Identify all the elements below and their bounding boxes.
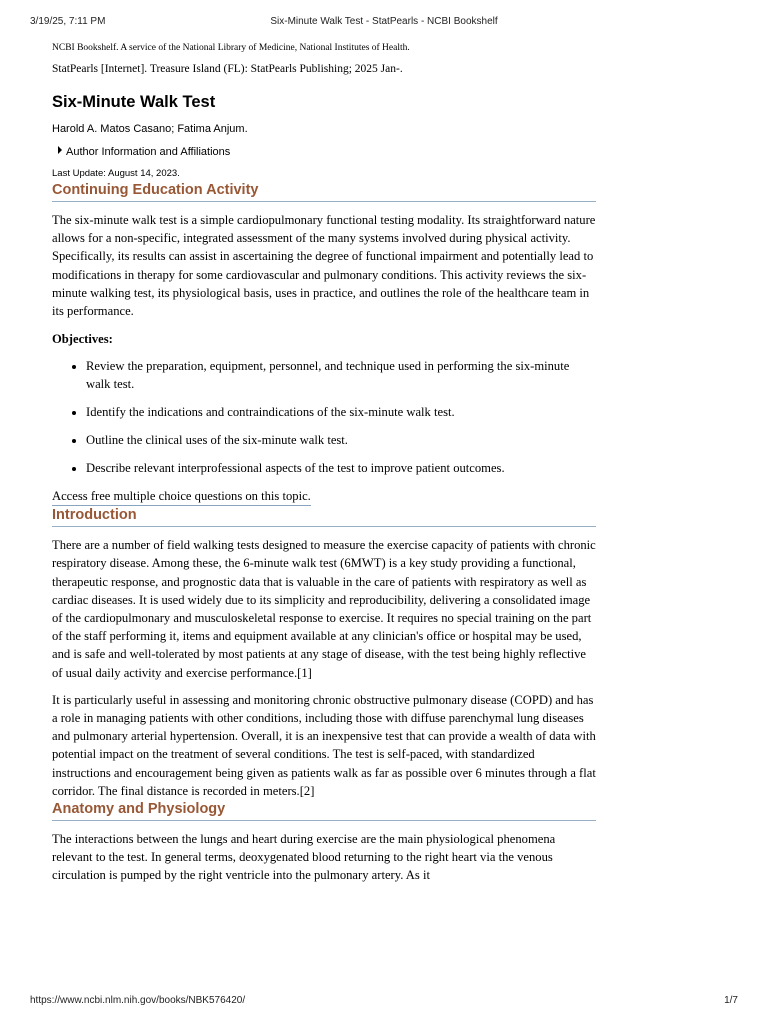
article-title: Six-Minute Walk Test (52, 93, 216, 111)
print-header (30, 16, 738, 30)
anatomy-paragraph: The interactions between the lungs and heart during exercise are the main physiological phenomena relevant to the test. In general terms, deoxygenated blood returning to the right heart via the venous circulation is pumped by the right ventricle into the pulmonary artery. As it (52, 832, 556, 883)
bookshelf-note: NCBI Bookshelf. A service of the National Library of Medicine, National Institutes of Health. (52, 43, 410, 53)
ce-paragraph: The six-minute walk test is a simple cardiopulmonary functional testing modality. Its straightforward nature allows for a non-specific, integrated assessment of the many systems involved during physical activity. Specifically, its results can assist in ascertaining the degree of functional impairment and potentially lead to modifications in therapy for some cardiovascular and pulmonary conditions. This activity reviews the six-minute walking test, its physiological basis, uses in practice, and outlines the role of the healthcare team in its performance. (52, 213, 596, 319)
print-footer (30, 995, 738, 1009)
heading-introduction: Introduction (52, 506, 596, 527)
heading-anatomy-physiology: Anatomy and Physiology (52, 800, 596, 821)
objective-item: • Review the preparation, equipment, personnel, and technique used in performing the six-minute walk test. (86, 357, 596, 393)
last-update: Last Update: August 14, 2023. (52, 168, 180, 179)
print-url: https://www.ncbi.nlm.nih.gov/books/NBK576420/ (30, 995, 246, 1006)
intro-paragraph-2: It is particularly useful in assessing and monitoring chronic obstructive pulmonary disease (COPD) and has a role in managing patients with other conditions, including those with diffuse parenchymal lung diseases and pulmonary arterial hypertension. Overall, it is an inexpensive test that can provide a wealth of data with potential impact on the treatment of several conditions. The test is self-paced, with standardized instructions and encouragement being given as patients walk as far as possible over 6 minutes through a flat corridor. The final distance is recorded in meters.[2] (52, 692, 596, 798)
intro-paragraph-1: There are a number of field walking tests designed to measure the exercise capacity of patients with chronic respiratory disease. Among these, the 6-minute walk test (6MWT) is a key study providing a functional, therapeutic response, and prognostic data that is valuable in the care of patients with respiratory as well as cardiac diseases. It is used widely due to its simplicity and reproducibility, delivering a consolidated image of the cardiopulmonary and musculoskeletal response to exercise. It requires no special training on the part of the staff performing it, items and equipment available at any clinician's office or hospital may be used, and is safe and well-tolerated by most patients at any stage of disease, with the test being highly reflective of usual daily activity and exercise performance.[1] (52, 538, 596, 680)
authors: Harold A. Matos Casano; Fatima Anjum. (52, 123, 248, 135)
objective-item: • Identify the indications and contraindications of the six-minute walk test. (86, 403, 596, 421)
article-content (52, 41, 596, 885)
mcq-access-link[interactable]: Access free multiple choice questions on this topic. (52, 487, 311, 506)
heading-continuing-education: Continuing Education Activity (52, 181, 596, 202)
disclosure-triangle-right-icon (58, 146, 62, 154)
objective-item: • Outline the clinical uses of the six-minute walk test. (86, 431, 596, 449)
objectives-list (52, 357, 596, 477)
objectives-label: Objectives: (52, 332, 113, 347)
print-page-title: Six-Minute Walk Test - StatPearls - NCBI Bookshelf (270, 16, 498, 27)
affiliations-toggle-label: Author Information and Affiliations (66, 146, 231, 158)
objective-item: • Describe relevant interprofessional aspects of the test to improve patient outcomes. (86, 459, 596, 477)
print-datetime: 3/19/25, 7:11 PM (30, 16, 106, 27)
print-page-number: 1/7 (724, 995, 738, 1006)
affiliations-toggle[interactable] (58, 145, 596, 159)
citation: StatPearls [Internet]. Treasure Island (FL): StatPearls Publishing; 2025 Jan-. (52, 63, 403, 75)
